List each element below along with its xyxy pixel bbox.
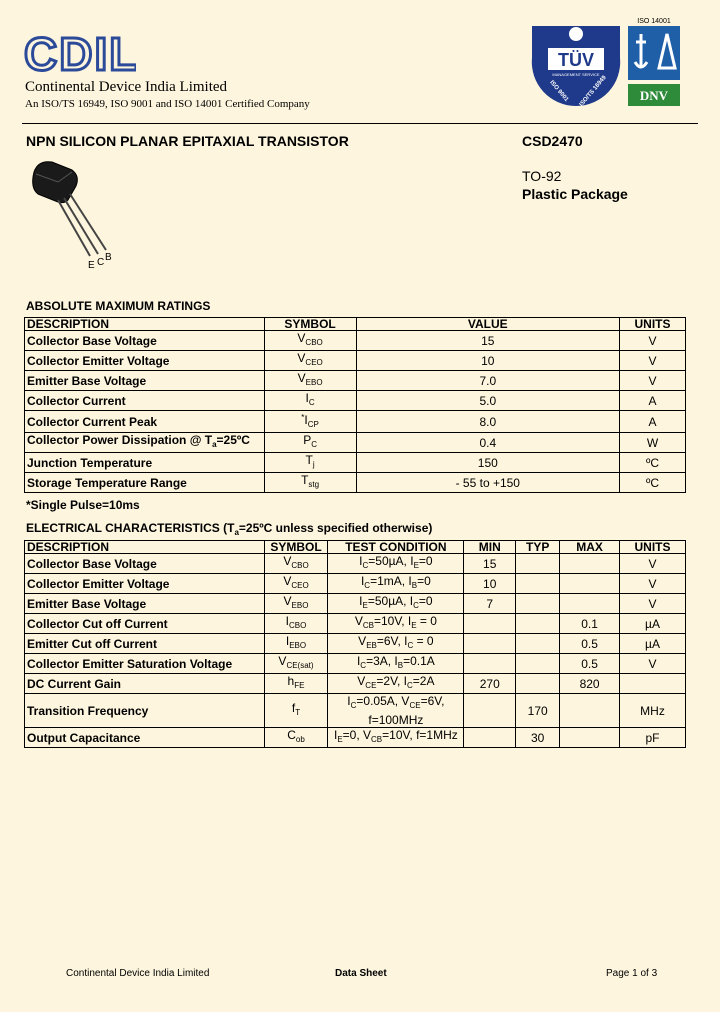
condition-text: = 0 [413, 634, 434, 648]
symbol-sub: EBO [305, 378, 323, 387]
symbol-cell [264, 411, 356, 433]
condition-text: =1mA, I [370, 574, 412, 588]
min-cell [464, 728, 516, 748]
condition-text: =6V, I [376, 634, 408, 648]
symbol-sub: C [311, 440, 317, 449]
symbol-main: I [285, 614, 289, 628]
unit-cell: µA [620, 634, 686, 654]
condition-cell [328, 674, 464, 694]
typ-cell: 170 [516, 694, 560, 728]
table-row [25, 351, 686, 371]
cdil-logo [24, 30, 136, 81]
condition-sub: B [411, 581, 418, 590]
condition-text: =3A, I [366, 654, 398, 668]
header-cell: DESCRIPTION [25, 318, 265, 331]
symbol-main: V [278, 654, 287, 668]
table-row [25, 634, 686, 654]
condition-sub: C [362, 561, 369, 570]
condition-sub: E [337, 735, 343, 744]
dnv-badge [627, 16, 681, 113]
condition-cell [328, 554, 464, 574]
symbol-sub: EBO [291, 601, 309, 610]
condition-text: =0, V [342, 728, 372, 742]
condition-sub: E [413, 561, 419, 570]
desc-part: Collector Power Dissipation @ T [27, 433, 213, 447]
condition-cell [328, 694, 464, 728]
symbol-sub: CEO [291, 581, 309, 590]
table-row [25, 694, 686, 728]
condition-cell [328, 594, 464, 614]
company-name: Continental Device India Limited [25, 79, 228, 95]
condition-text: =10V, f=1MHz [382, 728, 458, 742]
max-cell [560, 728, 620, 748]
symbol-main: V [297, 351, 306, 365]
value-cell: 15 [356, 331, 619, 351]
unit-cell: MHz [620, 694, 686, 728]
table-row [25, 453, 686, 473]
description-cell: Emitter Base Voltage [25, 594, 265, 614]
table-row [25, 594, 686, 614]
pin-c-label: C [97, 257, 105, 268]
condition-sub: EB [366, 641, 377, 650]
table-row [25, 554, 686, 574]
unit-cell: W [620, 433, 686, 453]
min-cell: 15 [464, 554, 516, 574]
header-cell: UNITS [620, 318, 686, 331]
max-cell [560, 694, 620, 728]
condition-text: =0 [418, 554, 433, 568]
description-cell: Storage Temperature Range [25, 473, 265, 493]
max-cell [560, 594, 620, 614]
symbol-cell [264, 694, 328, 728]
condition-text: = 0 [416, 614, 437, 628]
condition-text: =2V, I [376, 674, 408, 688]
condition-text: I [347, 694, 351, 708]
table-row [25, 433, 686, 453]
condition-text: V [357, 674, 366, 688]
condition-sub: C [350, 701, 357, 710]
table-row [25, 614, 686, 634]
symbol-main: I [285, 634, 290, 648]
unit-cell: V [620, 554, 686, 574]
typ-cell [516, 674, 560, 694]
condition-sub: CB [362, 621, 374, 630]
condition-sub: CE [365, 681, 377, 690]
header-cell: MIN [464, 541, 516, 554]
table-row [25, 654, 686, 674]
header-cell: SYMBOL [264, 318, 356, 331]
symbol-cell [264, 391, 356, 411]
logo-text: CDIL [24, 30, 136, 76]
symbol-cell [264, 614, 328, 634]
table-header-row [25, 318, 686, 331]
header-cell: VALUE [356, 318, 619, 331]
table-row [25, 411, 686, 433]
description-cell: Transition Frequency [25, 694, 265, 728]
value-cell: - 55 to +150 [356, 473, 619, 493]
min-cell [464, 634, 516, 654]
value-cell: 10 [356, 351, 619, 371]
symbol-cell [264, 554, 328, 574]
condition-text: V [358, 634, 367, 648]
typ-cell [516, 594, 560, 614]
condition-text: =6V, [420, 694, 445, 708]
table-row [25, 391, 686, 411]
document-title: NPN SILICON PLANAR EPITAXIAL TRANSISTOR [26, 133, 349, 149]
condition-text: =0.05A, V [356, 694, 410, 708]
symbol-sub: EBO [289, 641, 307, 650]
symbol-main: P [303, 433, 312, 447]
max-cell: 0.5 [560, 634, 620, 654]
header-cell: SYMBOL [264, 541, 328, 554]
condition-sub: C [364, 581, 371, 590]
symbol-cell [264, 453, 356, 473]
typ-cell [516, 554, 560, 574]
header-cell: TEST CONDITION [328, 541, 464, 554]
value-cell: 150 [356, 453, 619, 473]
unit-cell: ºC [620, 473, 686, 493]
header-cell: DESCRIPTION [25, 541, 265, 554]
min-cell: 10 [464, 574, 516, 594]
unit-cell: V [620, 331, 686, 351]
condition-cell [328, 728, 464, 748]
condition-text: V [354, 614, 363, 628]
symbol-main: V [283, 554, 292, 568]
max-cell: 0.1 [560, 614, 620, 634]
value-cell: 8.0 [356, 411, 619, 433]
max-cell: 820 [560, 674, 620, 694]
package-type: TO-92 [522, 168, 562, 184]
value-cell: 0.4 [356, 433, 619, 453]
to92-package-drawing [28, 156, 128, 277]
condition-cell [328, 614, 464, 634]
condition-text: =50µA, I [368, 554, 414, 568]
table-row [25, 728, 686, 748]
abs-max-heading: ABSOLUTE MAXIMUM RATINGS [26, 299, 211, 313]
description-cell: Emitter Cut off Current [25, 634, 265, 654]
symbol-sub: CP [307, 420, 319, 429]
unit-cell: A [620, 411, 686, 433]
condition-text: =0 [417, 574, 431, 588]
typ-cell [516, 614, 560, 634]
condition-sub: C [407, 641, 414, 650]
unit-cell: A [620, 391, 686, 411]
tuv-text: TÜV [558, 50, 594, 70]
value-cell: 7.0 [356, 371, 619, 391]
condition-sub: E [362, 601, 368, 610]
symbol-cell [264, 351, 356, 371]
symbol-main: V [297, 331, 306, 345]
pin-b-label: B [105, 252, 112, 263]
symbol-sub: stg [308, 480, 320, 489]
symbol-sub: CEO [305, 358, 323, 367]
description-cell: Collector Emitter Voltage [25, 351, 265, 371]
max-cell: 0.5 [560, 654, 620, 674]
unit-cell: ºC [620, 453, 686, 473]
description-cell: Output Capacitance [25, 728, 265, 748]
condition-cell [328, 654, 464, 674]
symbol-sub: CBO [291, 561, 309, 570]
symbol-sub: FE [294, 681, 305, 690]
symbol-sub: T [295, 708, 301, 717]
description-cell: Collector Current Peak [25, 411, 265, 433]
unit-cell: V [620, 351, 686, 371]
unit-cell: µA [620, 614, 686, 634]
abs-max-table [24, 317, 686, 493]
table-row [25, 574, 686, 594]
symbol-main: V [283, 594, 292, 608]
description-cell: Collector Base Voltage [25, 331, 265, 351]
condition-text: I [360, 574, 365, 588]
unit-cell [620, 674, 686, 694]
condition-sub: C [360, 661, 367, 670]
symbol-main: h [287, 674, 295, 688]
footer-company: Continental Device India Limited [66, 968, 210, 979]
symbol-sub: ob [295, 735, 305, 744]
condition-sub: C [407, 681, 413, 690]
condition-text: =2A [412, 674, 435, 688]
unit-cell: V [620, 574, 686, 594]
min-cell: 270 [464, 674, 516, 694]
header-divider [22, 123, 698, 124]
dnv-text: DNV [639, 88, 669, 103]
symbol-main: T [301, 473, 309, 487]
condition-sub: E [411, 621, 417, 630]
condition-text: I [359, 594, 363, 608]
unit-cell: pF [620, 728, 686, 748]
symbol-cell [264, 473, 356, 493]
symbol-cell [264, 331, 356, 351]
symbol-cell [264, 371, 356, 391]
unit-cell: V [620, 371, 686, 391]
elec-heading-b: =25ºC unless specified otherwise) [238, 521, 433, 535]
condition-text: =0 [418, 594, 433, 608]
symbol-main: T [305, 453, 313, 467]
part-number: CSD2470 [522, 133, 583, 149]
header-cell: MAX [560, 541, 620, 554]
desc-part: =25ºC [216, 433, 250, 447]
min-cell [464, 654, 516, 674]
symbol-cell [264, 634, 328, 654]
single-pulse-note: *Single Pulse=10ms [26, 498, 140, 512]
package-desc: Plastic Package [522, 186, 628, 202]
header-cell: UNITS [620, 541, 686, 554]
condition-sub: C [413, 601, 419, 610]
min-cell [464, 694, 516, 728]
description-cell: Collector Cut off Current [25, 614, 265, 634]
elec-char-table [24, 540, 686, 748]
condition-line2: f=100MHz [368, 713, 424, 727]
condition-text: I [356, 654, 361, 668]
condition-text: =0.1A [403, 654, 435, 668]
value-cell: 5.0 [356, 391, 619, 411]
description-cell: DC Current Gain [25, 674, 265, 694]
symbol-cell [264, 654, 328, 674]
elec-heading-sub: a [234, 528, 239, 537]
description-cell: Collector Emitter Saturation Voltage [25, 654, 265, 674]
typ-cell [516, 574, 560, 594]
typ-cell [516, 654, 560, 674]
tuv-badge [528, 18, 624, 119]
symbol-sub: CE(sat) [286, 661, 314, 670]
elec-heading [26, 521, 432, 537]
symbol-cell [264, 574, 328, 594]
condition-cell [328, 574, 464, 594]
symbol-main: I [304, 413, 308, 427]
condition-sub: CE [409, 701, 421, 710]
min-cell [464, 614, 516, 634]
description-cell: Collector Emitter Voltage [25, 574, 265, 594]
symbol-sub: CBO [305, 338, 323, 347]
tuv-isots: ISO/TS 16949 [578, 74, 608, 108]
condition-cell [328, 634, 464, 654]
max-cell [560, 554, 620, 574]
table-row [25, 371, 686, 391]
description-cell: Emitter Base Voltage [25, 371, 265, 391]
footer-datasheet: Data Sheet [335, 968, 387, 979]
max-cell [560, 574, 620, 594]
symbol-main: V [283, 574, 292, 588]
elec-heading-a: ELECTRICAL CHARACTERISTICS (T [26, 521, 235, 535]
condition-text: =50µA, I [367, 594, 414, 608]
table-row [25, 473, 686, 493]
symbol-main: V [297, 371, 306, 385]
tuv-ring-text: MANAGEMENT SERVICE [552, 72, 600, 77]
unit-cell: V [620, 594, 686, 614]
symbol-cell [264, 433, 356, 453]
certification-line: An ISO/TS 16949, ISO 9001 and ISO 14001 Certified Company [25, 98, 310, 110]
condition-text: I [333, 728, 338, 742]
symbol-sub: C [308, 398, 315, 407]
footer-page: Page 1 of 3 [606, 968, 658, 979]
table-row [25, 331, 686, 351]
description-cell [25, 433, 265, 453]
symbol-main: I [305, 391, 309, 405]
symbol-sub: j [312, 460, 315, 469]
description-cell: Collector Current [25, 391, 265, 411]
pin-e-label: E [88, 260, 95, 271]
typ-cell: 30 [516, 728, 560, 748]
symbol-cell [264, 728, 328, 748]
symbol-prefix: * [301, 413, 305, 422]
condition-text: I [359, 554, 363, 568]
table-row [25, 674, 686, 694]
iso14001-label: ISO 14001 [637, 18, 671, 25]
table-header-row [25, 541, 686, 554]
symbol-cell [264, 674, 328, 694]
min-cell: 7 [464, 594, 516, 614]
condition-text: =10V, I [373, 614, 412, 628]
symbol-main: f [291, 701, 296, 715]
unit-cell: V [620, 654, 686, 674]
description-cell: Collector Base Voltage [25, 554, 265, 574]
symbol-sub: CBO [289, 621, 307, 630]
description-cell: Junction Temperature [25, 453, 265, 473]
symbol-main: C [287, 728, 296, 742]
condition-sub: B [397, 661, 404, 670]
tuv-iso9001: ISO 9001 [548, 79, 570, 103]
symbol-cell [264, 594, 328, 614]
condition-sub: CB [371, 735, 383, 744]
header-cell: TYP [516, 541, 560, 554]
typ-cell [516, 634, 560, 654]
desc-sub: a [212, 440, 217, 449]
